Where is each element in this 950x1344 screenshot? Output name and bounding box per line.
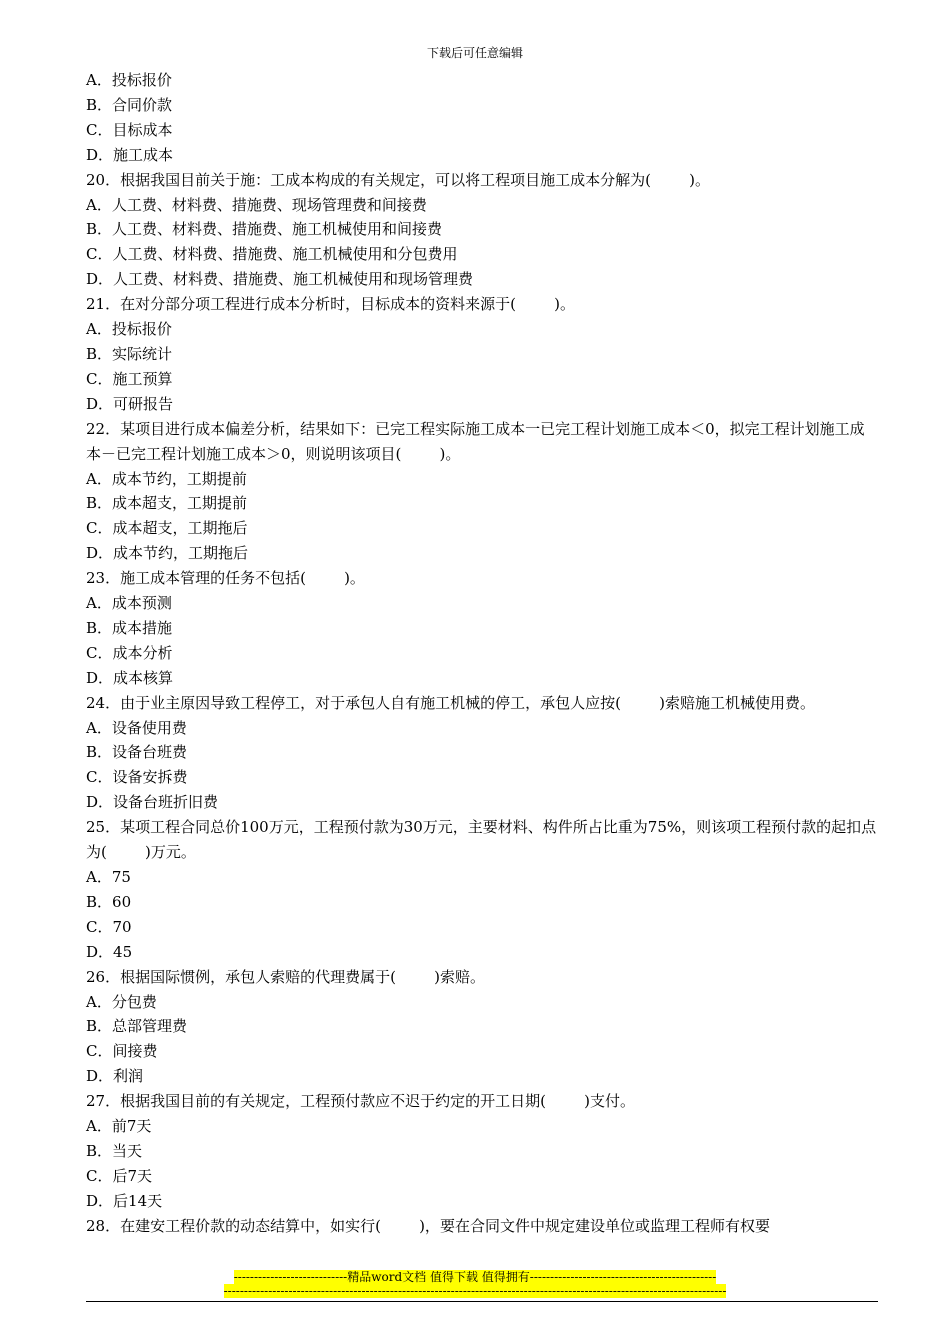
option-line: C．70 <box>86 917 132 936</box>
question-line: 22．某项目进行成本偏差分析，结果如下：已完工程实际施工成本一已完工程计划施工成本＜0，拟完工程计划施工成本－已完工程计划施工成本＞0，则说明该项目( )。 <box>86 419 865 463</box>
footer-banner-text: ----------------------------精品word文档 值得下载 值得拥有---------------------------------------------- <box>233 1270 717 1284</box>
question-line: 27．根据我国目前的有关规定，工程预付款应不迟于约定的开工日期( )支付。 <box>86 1092 635 1111</box>
option-line: D．利润 <box>86 1067 144 1086</box>
option-line: D．成本节约，工期拖后 <box>86 544 249 563</box>
option-line: A．投标报价 <box>86 71 172 89</box>
option-line: D．施工成本 <box>86 145 174 164</box>
option-line: B．实际统计 <box>86 344 173 363</box>
option-line: A．人工费、材料费、措施费、现场管理费和间接费 <box>86 195 427 214</box>
option-line: A．前7天 <box>86 1117 152 1136</box>
option-line: A．成本预测 <box>86 594 172 613</box>
question-line: 24．由于业主原因导致工程停工，对于承包人自有施工机械的停工，承包人应按( )索赔施工机械使用费。 <box>86 693 815 712</box>
option-line: B．合同价款 <box>86 95 173 114</box>
option-line: B．成本超支，工期提前 <box>86 494 248 513</box>
option-line: C．成本分析 <box>86 643 173 662</box>
page-header: 下载后可任意编辑 <box>426 46 523 60</box>
option-line: C．施工预算 <box>86 369 173 388</box>
footer-rule <box>86 1301 878 1302</box>
question-line: 26．根据国际惯例，承包人索赔的代理费属于( )索赔。 <box>86 967 485 986</box>
option-line: C．设备安拆费 <box>86 768 188 787</box>
option-line: D．可研报告 <box>86 394 174 413</box>
option-line: A．设备使用费 <box>86 718 187 737</box>
footer-dashes-text: ---------------------------------------------------------------------------------------------------------------------------- <box>223 1284 727 1298</box>
option-line: C．人工费、材料费、措施费、施工机械使用和分包费用 <box>86 245 458 264</box>
option-line: A．75 <box>86 868 131 886</box>
option-line: C．间接费 <box>86 1042 158 1061</box>
option-line: C．后7天 <box>86 1166 153 1185</box>
footer-dashes <box>0 1284 950 1298</box>
question-line: 20．根据我国目前关于施：工成本构成的有关规定，可以将工程项目施工成本分解为( )。 <box>86 170 710 189</box>
option-line: D．设备台班折旧费 <box>86 793 219 812</box>
question-line: 25．某项工程合同总价100万元，工程预付款为30万元，主要材料、构件所占比重为75%，则该项工程预付款的起扣点为( )万元。 <box>86 818 877 862</box>
option-line: B．当天 <box>86 1141 143 1160</box>
question-line: 28．在建安工程价款的动态结算中，如实行( )，要在合同文件中规定建设单位或监理工程师有权要 <box>86 1216 770 1235</box>
option-line: B．成本措施 <box>86 618 173 637</box>
question-line: 23．施工成本管理的任务不包括( )。 <box>86 569 365 588</box>
document-body <box>86 68 878 1239</box>
footer-banner <box>0 1268 950 1285</box>
option-line: B．60 <box>86 892 132 911</box>
option-line: D．人工费、材料费、措施费、施工机械使用和现场管理费 <box>86 270 474 289</box>
option-line: A．投标报价 <box>86 320 172 339</box>
option-line: B．设备台班费 <box>86 743 188 762</box>
option-line: C．目标成本 <box>86 120 173 139</box>
option-line: A．成本节约，工期提前 <box>86 469 247 488</box>
option-line: D．成本核算 <box>86 668 174 687</box>
question-line: 21．在对分部分项工程进行成本分析时，目标成本的资料来源于( )。 <box>86 295 575 314</box>
option-line: B．总部管理费 <box>86 1017 188 1036</box>
option-line: B．人工费、材料费、措施费、施工机械使用和间接费 <box>86 220 443 239</box>
option-line: D．45 <box>86 942 133 961</box>
option-line: A．分包费 <box>86 992 157 1011</box>
option-line: C．成本超支，工期拖后 <box>86 519 248 538</box>
option-line: D．后14天 <box>86 1191 163 1210</box>
